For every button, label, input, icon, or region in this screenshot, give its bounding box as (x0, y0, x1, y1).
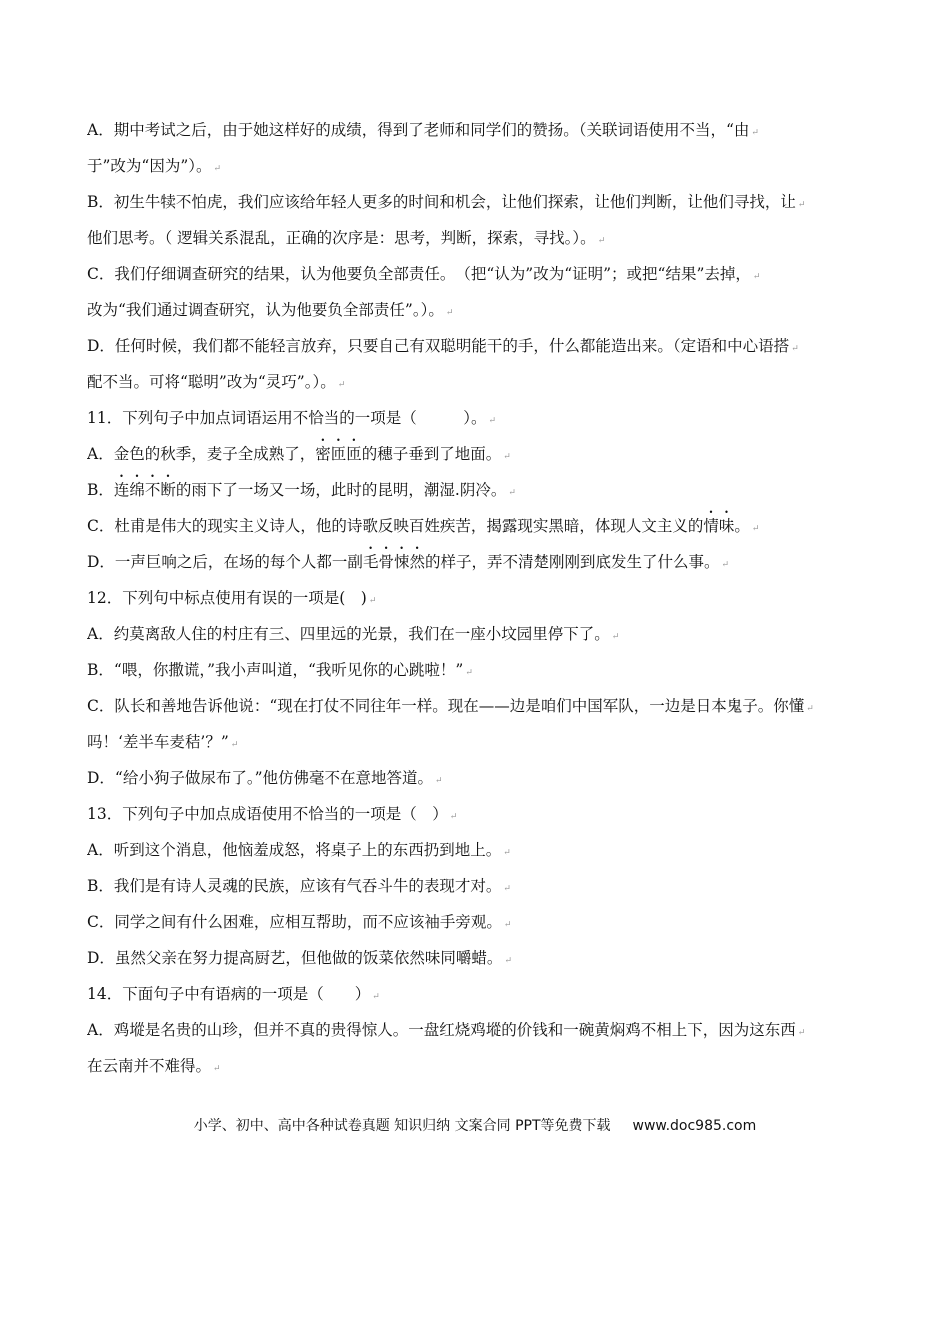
paragraph-mark-icon: ↵ (503, 884, 511, 894)
text-line (87, 112, 863, 148)
text-line (87, 364, 863, 400)
paragraph-mark-icon: ↵ (751, 524, 760, 534)
paragraph-mark-icon: ↵ (721, 560, 730, 570)
text-line (87, 256, 863, 292)
paragraph-mark-icon: ↵ (465, 668, 473, 678)
text-line (87, 220, 863, 256)
line-text: 13．下列句子中加点成语使用不恰当的一项是（ ） (87, 805, 448, 823)
text-line (87, 580, 863, 616)
text-line (87, 436, 863, 472)
paragraph-mark-icon: ↵ (508, 488, 516, 498)
paragraph-mark-icon: ↵ (597, 236, 606, 246)
dotted-phrase: 毛骨悚然 (362, 553, 425, 571)
text-line (87, 184, 863, 220)
line-text: 吗！‘差半车麦秸’？” (87, 733, 229, 751)
line-text: C．队长和善地告诉他说：“现在打仗不同往年一样。现在——边是咱们中国军队，一边是日本鬼子。你懂 (87, 697, 805, 715)
line-text: C．我们仔细调查研究的结果，认为他要负全部责任。 （把“认为”改为“证明”；或把“结果”去掉， (87, 265, 751, 283)
line-text: 配不当。可将“聪明”改为“灵巧”。）。 (87, 373, 336, 391)
line-text: C．同学之间有什么困难，应相互帮助，而不应该袖手旁观。 (87, 913, 502, 931)
dotted-phrase: 连绵不断 (113, 481, 176, 499)
paragraph-mark-icon: ↵ (751, 128, 759, 138)
footer-text: 小学、初中、高中各种试卷真题 知识归纳 文案合同 PPT等免费下载 (193, 1118, 611, 1134)
line-text: 于”改为“因为”）。 (87, 157, 212, 175)
paragraph-mark-icon: ↵ (791, 344, 799, 354)
text-line (87, 940, 863, 976)
text-line (87, 868, 863, 904)
line-text: A．约莫离敌人住的村庄有三、四里远的光景，我们在一座小坟园里停下了。 (87, 625, 610, 643)
text-line (87, 148, 863, 184)
paragraph-mark-icon: ↵ (504, 956, 512, 966)
paragraph-mark-icon: ↵ (503, 452, 511, 462)
text-line (87, 796, 863, 832)
paragraph-mark-icon: ↵ (435, 776, 443, 786)
line-text: A．期中考试之后，由于她这样好的成绩，得到了老师和同学们的赞扬。（关联词语使用不当，“由 (87, 121, 750, 139)
paragraph-mark-icon: ↵ (503, 848, 511, 858)
line-text: 的雨下了一场又一场，此时的昆明，潮湿.阴冷。 (175, 481, 507, 499)
text-line (87, 508, 863, 544)
dotted-phrase: 密匝匝 (315, 445, 362, 463)
line-text: 。 (734, 517, 750, 535)
footer-url[interactable]: www.doc985.com (632, 1118, 757, 1134)
paragraph-mark-icon: ↵ (337, 380, 346, 390)
line-text: 11．下列句子中加点词语运用不恰当的一项是（ ）。 (87, 409, 487, 427)
text-line (87, 400, 863, 436)
line-text: B．初生牛犊不怕虎，我们应该给年轻人更多的时间和机会，让他们探索，让他们判断，让他们寻找，让 (87, 193, 796, 211)
line-text: 他们思考。（ 逻辑关系混乱，正确的次序是：思考，判断，探索，寻找。）。 (87, 229, 596, 247)
text-line (87, 616, 863, 652)
paragraph-mark-icon: ↵ (488, 416, 497, 426)
line-text: D．“给小狗子做尿布了。”他仿佛毫不在意地答道。 (87, 769, 434, 787)
text-line (87, 1012, 863, 1048)
line-text: B．我们是有诗人灵魂的民族，应该有气吞斗牛的表现才对。 (87, 877, 502, 895)
paragraph-mark-icon: ↵ (797, 200, 806, 210)
document-body (87, 112, 863, 1084)
line-text: C．杜甫是伟大的现实主义诗人，他的诗歌反映百姓疾苦，揭露现实黑暗，体现人文主义的 (87, 517, 704, 535)
text-line (87, 1048, 863, 1084)
text-line (87, 328, 863, 364)
line-text: 改为“我们通过调查研究，认为他要负全部责任”。）。 (87, 301, 444, 319)
text-line (87, 688, 863, 724)
line-text: B．“喂，你撒谎，”我小声叫道，“我听见你的心跳啦！” (87, 661, 464, 679)
text-line (87, 724, 863, 760)
paragraph-mark-icon: ↵ (797, 1028, 806, 1038)
text-line (87, 652, 863, 688)
paragraph-mark-icon: ↵ (752, 272, 761, 282)
dotted-phrase: 情味 (703, 517, 735, 535)
line-text: 在云南并不难得。 (87, 1057, 212, 1075)
page-footer (0, 1115, 950, 1135)
line-text: A．鸡㙡是名贵的山珍，但并不真的贵得惊人。一盘红烧鸡㙡的价钱和一碗黄焖鸡不相上下，因为这东西 (87, 1021, 796, 1039)
text-line (87, 976, 863, 1012)
text-line (87, 544, 863, 580)
text-line (87, 472, 863, 508)
line-text: D．一声巨响之后，在场的每个人都一副 (87, 553, 363, 571)
line-text: D．虽然父亲在努力提高厨艺，但他做的饭菜依然味同嚼蜡。 (87, 949, 503, 967)
paragraph-mark-icon: ↵ (372, 992, 380, 1002)
text-line (87, 760, 863, 796)
line-text: 14．下面句子中有语病的一项是（ ） (87, 985, 371, 1003)
paragraph-mark-icon: ↵ (806, 704, 814, 714)
paragraph-mark-icon: ↵ (449, 812, 458, 822)
paragraph-mark-icon: ↵ (611, 632, 620, 642)
line-text: 12．下列句中标点使用有误的一项是( ) (87, 589, 367, 607)
paragraph-mark-icon: ↵ (445, 308, 454, 318)
paragraph-mark-icon: ↵ (230, 740, 239, 750)
text-line (87, 832, 863, 868)
paragraph-mark-icon: ↵ (503, 920, 512, 930)
line-text: A．金色的秋季，麦子全成熟了， (87, 445, 316, 463)
paragraph-mark-icon: ↵ (368, 596, 377, 606)
paragraph-mark-icon: ↵ (213, 164, 222, 174)
line-text: D．任何时候，我们都不能轻言放弃，只要自己有双聪明能干的手，什么都能造出来。（定语和中心语搭 (87, 337, 790, 355)
line-text: 的样子，弄不清楚刚刚到底发生了什么事。 (424, 553, 720, 571)
line-text: B． (87, 481, 114, 499)
paragraph-mark-icon: ↵ (213, 1064, 221, 1074)
text-line (87, 292, 863, 328)
text-line (87, 904, 863, 940)
line-text: A．听到这个消息，他恼羞成怒，将桌子上的东西扔到地上。 (87, 841, 502, 859)
line-text: 的穗子垂到了地面。 (361, 445, 502, 463)
